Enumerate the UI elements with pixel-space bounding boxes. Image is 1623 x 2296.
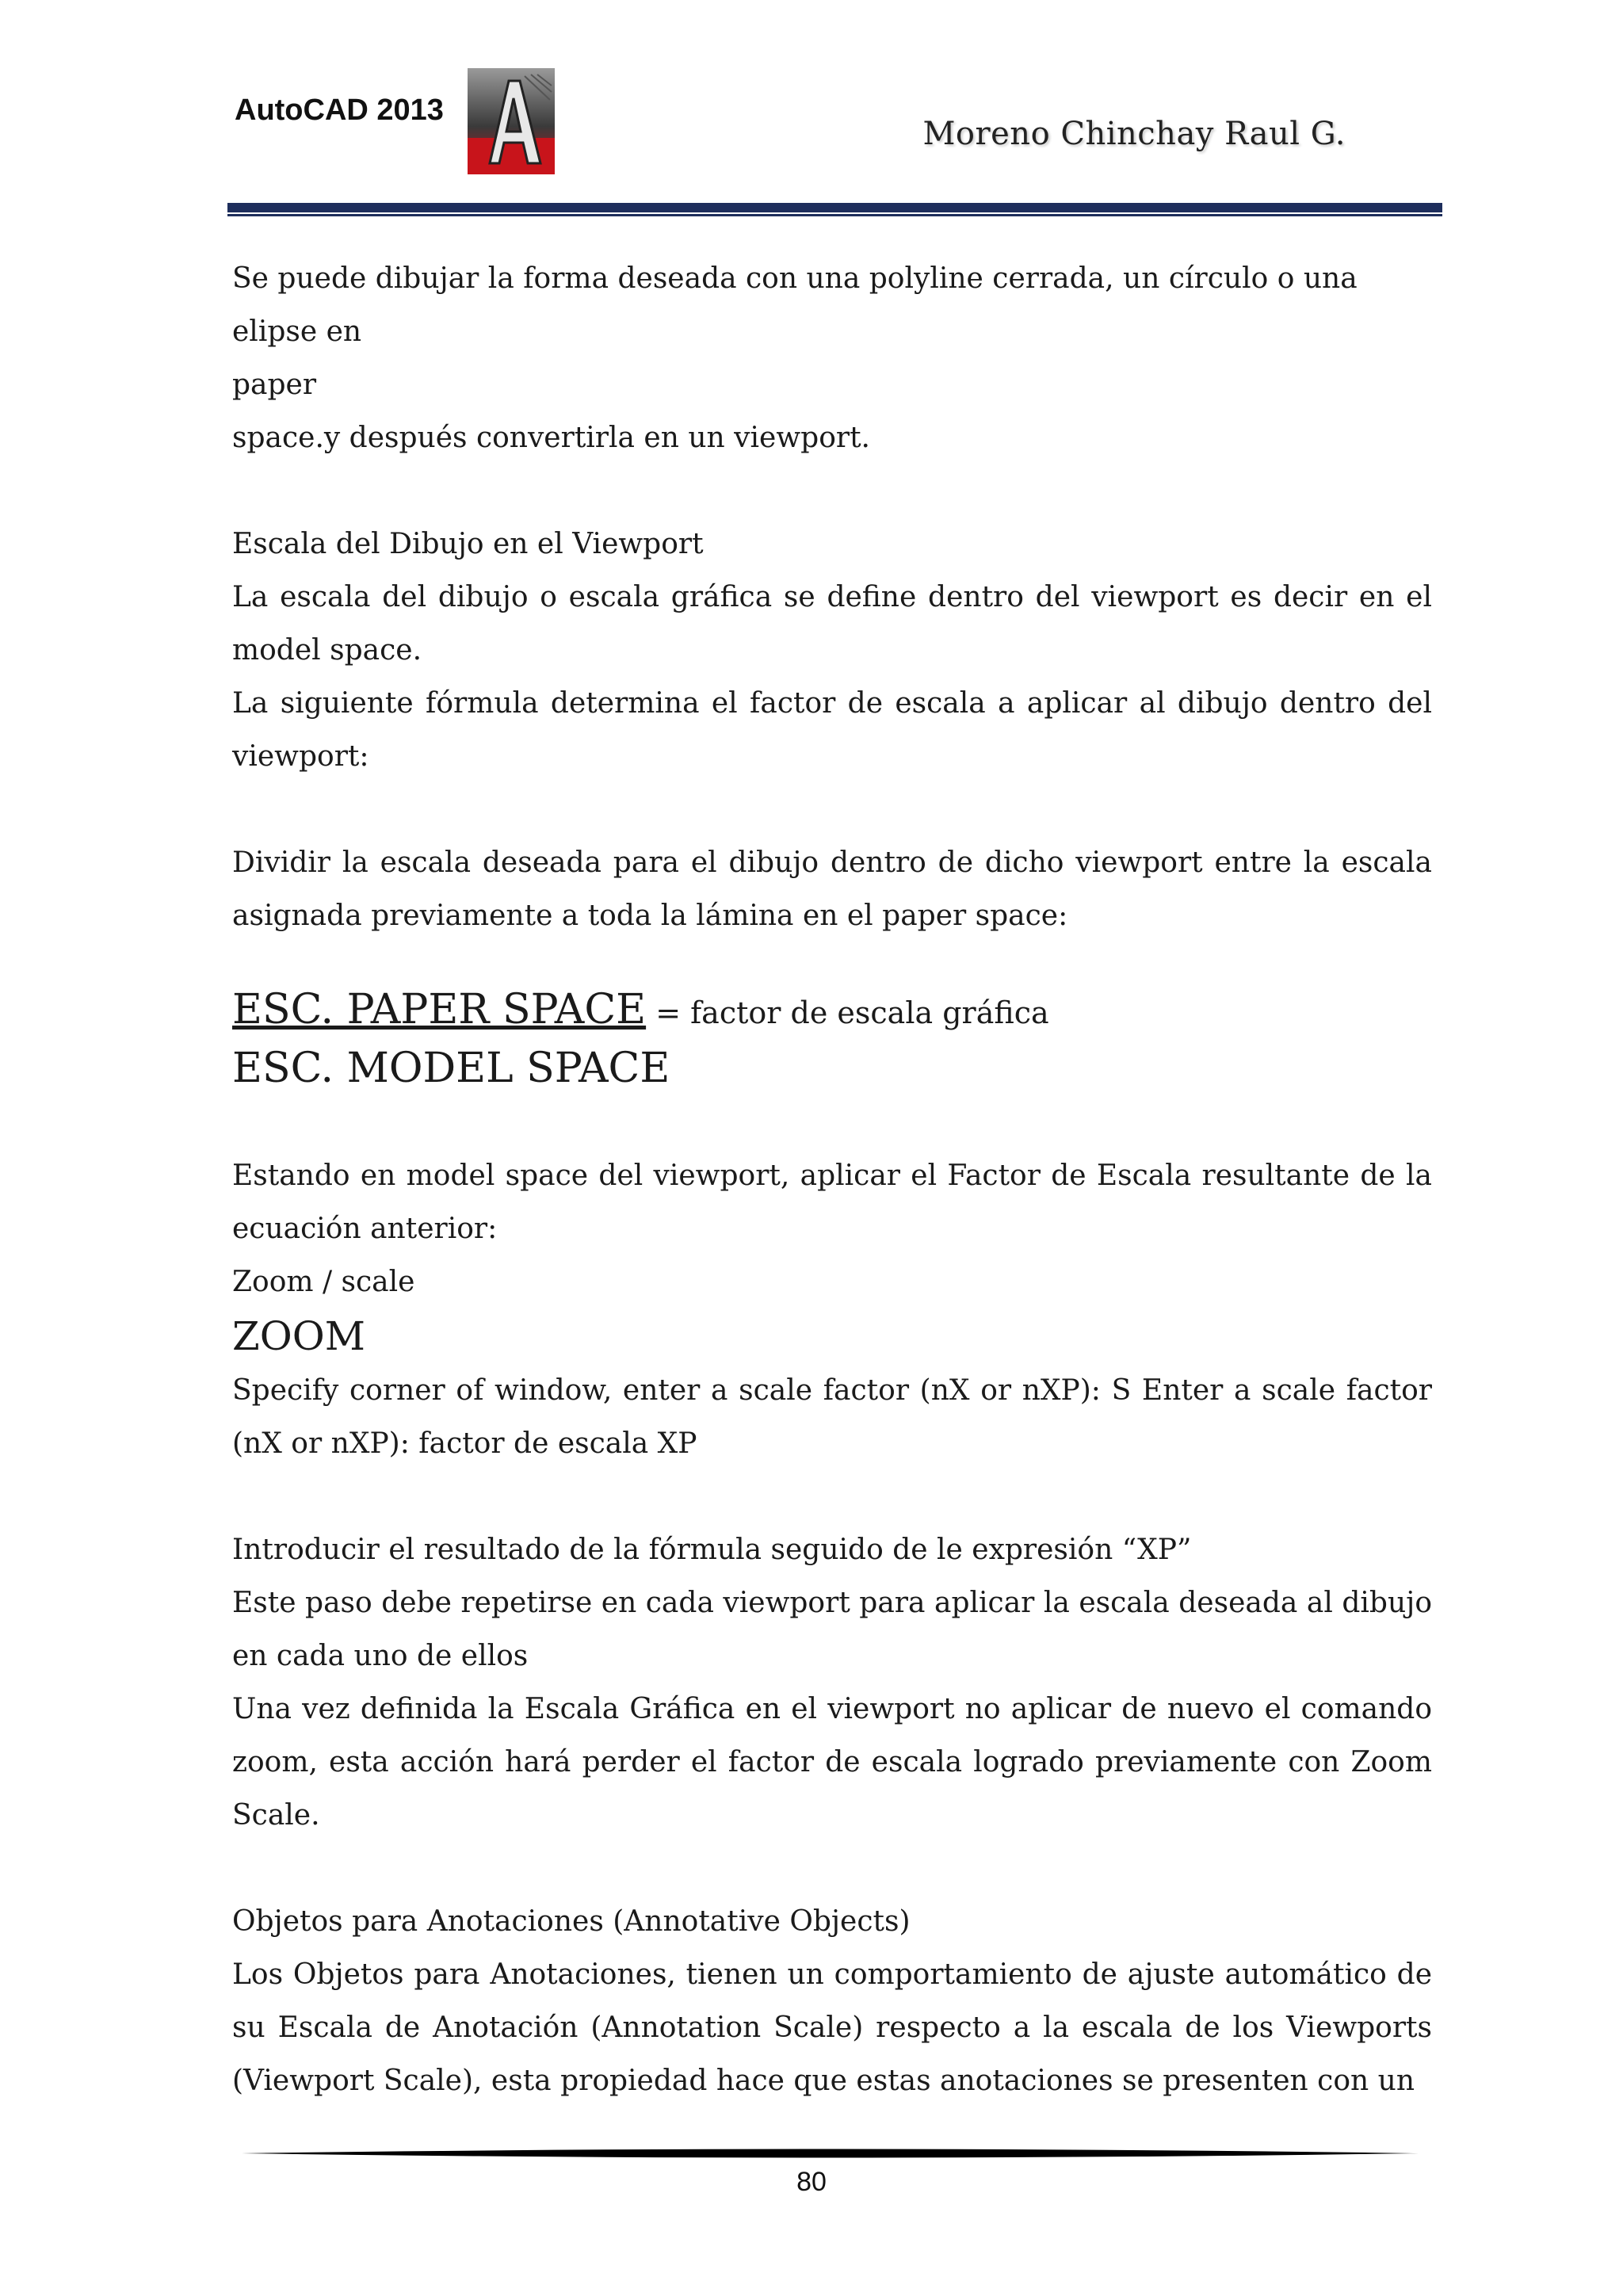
formula-numerator: ESC. PAPER SPACE — [232, 986, 647, 1033]
paragraph: Introducir el resultado de la fórmula seguido de le expresión “XP” — [232, 1534, 1192, 1566]
command-zoom: ZOOM — [232, 1313, 365, 1359]
autocad-logo-icon — [468, 68, 555, 174]
app-title: AutoCAD 2013 — [235, 94, 444, 127]
paragraph: Los Objetos para Anotaciones, tienen un comportamiento de ajuste automático de su Escala de Anotación (Annotation Scale) respecto a la escala de los Viewports (Viewport Scale), esta propiedad hace que estas anotaciones se presenten con un — [232, 1958, 1432, 2097]
paragraph: La siguiente fórmula determina el factor de escala a aplicar al dibujo dentro del viewport: — [232, 687, 1432, 773]
paragraph: Una vez definida la Escala Gráfica en el viewport no aplicar de nuevo el comando zoom, esta acción hará perder el factor de escala logrado previamente con Zoom Scale. — [232, 1693, 1432, 1832]
page-body — [232, 252, 1432, 2107]
page-number: 80 — [796, 2167, 827, 2197]
paragraph: Este paso debe repetirse en cada viewport para aplicar la escala deseada al dibujo en cada uno de ellos — [232, 1587, 1432, 1672]
paragraph: Dividir la escala deseada para el dibujo dentro de dicho viewport entre la escala asignada previamente a toda la lámina en el paper space: — [232, 846, 1432, 932]
paragraph-line: Se puede dibujar la forma deseada con una polyline cerrada, un círculo o una elipse en — [232, 262, 1358, 348]
paragraph: Specify corner of window, enter a scale factor (nX or nXP): S Enter a scale factor (nX or nXP): factor de escala XP — [232, 1374, 1432, 1460]
section-heading: Objetos para Anotaciones (Annotative Objects) — [232, 1905, 911, 1938]
paragraph-line: space.y después convertirla en un viewport. — [232, 422, 870, 454]
formula-denominator: ESC. MODEL SPACE — [232, 1045, 670, 1092]
formula-numerator-row — [232, 982, 1432, 1041]
section-heading: Escala del Dibujo en el Viewport — [232, 528, 704, 560]
section-heading: Zoom / scale — [232, 1266, 415, 1298]
footer-rule — [242, 2148, 1419, 2159]
header-rule-thin — [227, 214, 1442, 216]
author-name: Moreno Chinchay Raul G. — [922, 116, 1346, 152]
paragraph: La escala del dibujo o escala gráfica se define dentro del viewport es decir en el model space. — [232, 581, 1432, 667]
header-rule — [227, 203, 1442, 212]
formula-result: = factor de escala gráfica — [646, 995, 1049, 1030]
paragraph-line: paper — [232, 369, 317, 401]
page-header — [0, 0, 1623, 222]
paragraph: Estando en model space del viewport, aplicar el Factor de Escala resultante de la ecuación anterior: — [232, 1159, 1432, 1245]
